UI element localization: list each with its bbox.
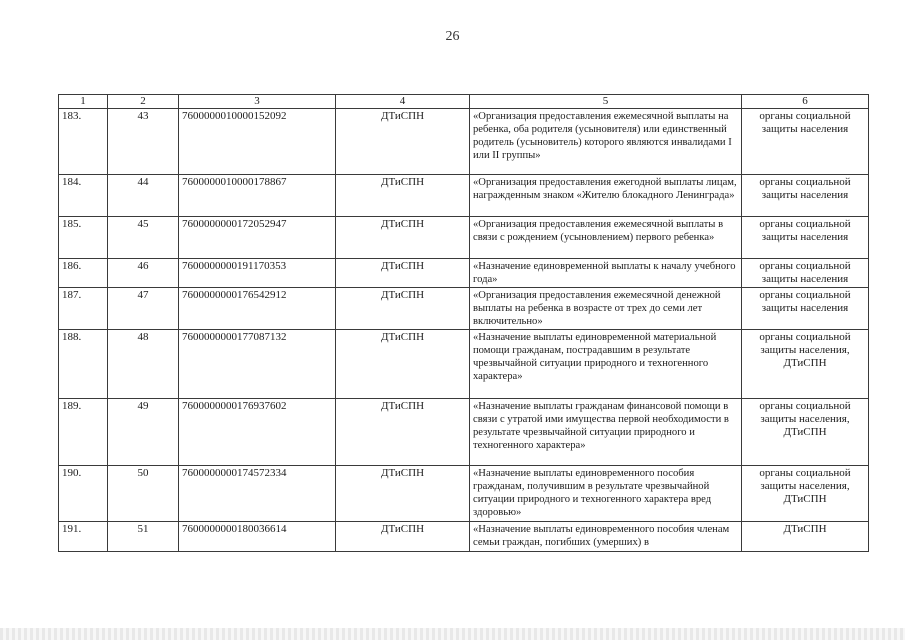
column-header-2: 2	[108, 95, 179, 109]
row-index: 190.	[59, 466, 108, 522]
organization: ДТиСПН	[336, 259, 470, 288]
service-code: 7600000000174572334	[179, 466, 336, 522]
service-name: «Организация предоставления ежегодной выплаты лицам, награжденным знаком «Жителю блокадного Ленинграда»	[470, 175, 742, 217]
row-number: 49	[108, 399, 179, 466]
table-row	[59, 175, 869, 217]
row-number: 50	[108, 466, 179, 522]
service-name: «Назначение выплаты гражданам финансовой помощи в связи с утратой ими имущества первой необходимости в результате чрезвычайной ситуации природного и техногенного характера»	[470, 399, 742, 466]
row-index: 187.	[59, 288, 108, 330]
service-name: «Назначение выплаты единовременной материальной помощи гражданам, пострадавшим в результате чрезвычайной ситуации природного и техногенного характера»	[470, 330, 742, 399]
row-index: 186.	[59, 259, 108, 288]
row-number: 43	[108, 109, 179, 175]
row-index: 189.	[59, 399, 108, 466]
service-code: 7600000000180036614	[179, 522, 336, 552]
table-row	[59, 217, 869, 259]
row-number: 48	[108, 330, 179, 399]
table-row	[59, 259, 869, 288]
row-index: 184.	[59, 175, 108, 217]
executor: органы социальной защиты населения	[742, 288, 869, 330]
service-name: «Назначение выплаты единовременного пособия гражданам, получившим в результате чрезвычайной ситуации природного и техногенного характера вред здоровью»	[470, 466, 742, 522]
scan-bottom-edge	[0, 628, 905, 640]
service-name: «Организация предоставления ежемесячной выплаты в связи с рождением (усыновлением) первого ребенка»	[470, 217, 742, 259]
service-name: «Назначение выплаты единовременного пособия членам семьи граждан, погибших (умерших) в	[470, 522, 742, 552]
organization: ДТиСПН	[336, 466, 470, 522]
organization: ДТиСПН	[336, 522, 470, 552]
executor: органы социальной защиты населения	[742, 259, 869, 288]
row-number: 47	[108, 288, 179, 330]
row-number: 45	[108, 217, 179, 259]
service-code: 7600000000191170353	[179, 259, 336, 288]
organization: ДТиСПН	[336, 288, 470, 330]
row-index: 183.	[59, 109, 108, 175]
column-header-1: 1	[59, 95, 108, 109]
table-row	[59, 399, 869, 466]
executor: органы социальной защиты населения, ДТиСПН	[742, 399, 869, 466]
services-table	[58, 94, 869, 552]
service-code: 7600000000177087132	[179, 330, 336, 399]
row-number: 51	[108, 522, 179, 552]
organization: ДТиСПН	[336, 109, 470, 175]
service-name: «Организация предоставления ежемесячной денежной выплаты на ребенка в возрасте от трех до семи лет включительно»	[470, 288, 742, 330]
table-row	[59, 522, 869, 552]
executor: органы социальной защиты населения	[742, 109, 869, 175]
row-index: 188.	[59, 330, 108, 399]
row-number: 46	[108, 259, 179, 288]
table-row	[59, 466, 869, 522]
service-name: «Назначение единовременной выплаты к началу учебного года»	[470, 259, 742, 288]
service-code: 7600000010000152092	[179, 109, 336, 175]
executor: ДТиСПН	[742, 522, 869, 552]
executor: органы социальной защиты населения	[742, 175, 869, 217]
column-header-5: 5	[470, 95, 742, 109]
column-header-3: 3	[179, 95, 336, 109]
executor: органы социальной защиты населения, ДТиСПН	[742, 466, 869, 522]
service-code: 7600000000176542912	[179, 288, 336, 330]
service-code: 7600000000176937602	[179, 399, 336, 466]
table-row	[59, 330, 869, 399]
page-number: 26	[445, 29, 460, 44]
column-header-6: 6	[742, 95, 869, 109]
table-header-row	[59, 95, 869, 109]
executor: органы социальной защиты населения, ДТиСПН	[742, 330, 869, 399]
organization: ДТиСПН	[336, 330, 470, 399]
column-header-4: 4	[336, 95, 470, 109]
service-name: «Организация предоставления ежемесячной выплаты на ребенка, оба родителя (усыновителя) или единственный родитель (усыновитель) которого являются инвалидами I или II группы»	[470, 109, 742, 175]
table-row	[59, 288, 869, 330]
row-index: 191.	[59, 522, 108, 552]
row-number: 44	[108, 175, 179, 217]
row-index: 185.	[59, 217, 108, 259]
executor: органы социальной защиты населения	[742, 217, 869, 259]
organization: ДТиСПН	[336, 217, 470, 259]
service-code: 7600000000172052947	[179, 217, 336, 259]
service-code: 7600000010000178867	[179, 175, 336, 217]
organization: ДТиСПН	[336, 399, 470, 466]
organization: ДТиСПН	[336, 175, 470, 217]
table-row	[59, 109, 869, 175]
